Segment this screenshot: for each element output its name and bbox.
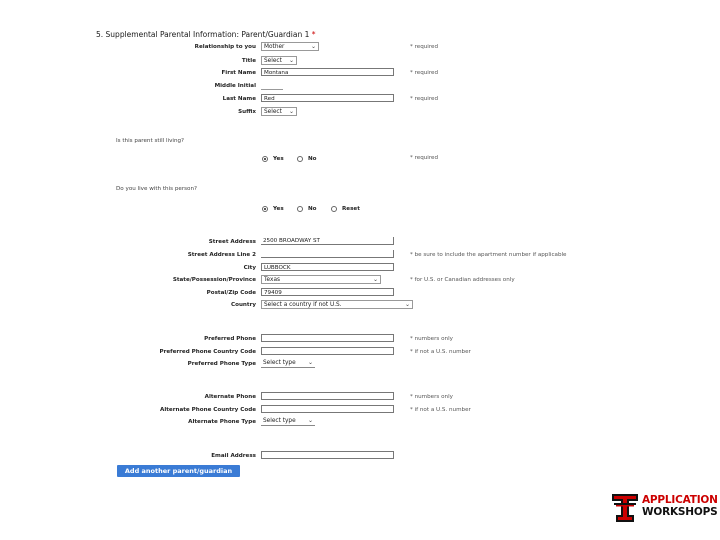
relationship-hint: * required xyxy=(410,44,439,50)
live-with-yes-radio[interactable] xyxy=(262,206,268,212)
last-name-input[interactable]: Red xyxy=(261,94,394,102)
chevron-down-icon: ⌄ xyxy=(372,276,378,283)
pref-cc-label: Preferred Phone Country Code xyxy=(159,349,256,355)
double-t-logo-icon xyxy=(611,493,639,523)
chevron-down-icon: ⌄ xyxy=(288,108,294,115)
alt-type-select[interactable] xyxy=(261,417,315,426)
first-name-label: First Name xyxy=(221,70,256,76)
living-yes-radio[interactable] xyxy=(262,156,268,162)
live-with-yes-label: Yes xyxy=(273,206,284,212)
middle-initial-label: Middle Initial xyxy=(214,83,256,89)
street2-label: Street Address Line 2 xyxy=(187,252,256,258)
zip-input[interactable]: 79409 xyxy=(261,288,394,296)
pref-type-select[interactable] xyxy=(261,359,315,368)
pref-cc-input[interactable] xyxy=(261,347,394,355)
live-with-no-label: No xyxy=(308,206,317,212)
section-title xyxy=(96,30,316,39)
state-select[interactable] xyxy=(261,275,381,284)
add-parent-button[interactable]: Add another parent/guardian xyxy=(117,465,240,477)
pref-type-label: Preferred Phone Type xyxy=(187,361,256,367)
street2-hint: * be sure to include the apartment number if applicable xyxy=(410,252,567,258)
country-select[interactable] xyxy=(261,300,413,309)
alt-cc-hint: * if not a U.S. number xyxy=(410,407,471,413)
live-with-reset-radio[interactable] xyxy=(331,206,337,212)
required-star: * xyxy=(311,30,316,39)
alt-cc-label: Alternate Phone Country Code xyxy=(160,407,256,413)
country-value: Select a country if not U.S. xyxy=(264,302,342,308)
living-yes-label: Yes xyxy=(273,156,284,162)
zip-label: Postal/Zip Code xyxy=(206,290,256,296)
suffix-select[interactable] xyxy=(261,107,297,116)
email-label: Email Address xyxy=(211,453,256,459)
living-hint: * required xyxy=(410,155,439,161)
state-value: Texas xyxy=(264,277,281,283)
alt-phone-input[interactable] xyxy=(261,392,394,400)
country-label: Country xyxy=(231,302,256,308)
first-name-input[interactable]: Montana xyxy=(261,68,394,76)
middle-initial-input[interactable] xyxy=(261,82,283,90)
alt-type-value: Select type xyxy=(263,418,296,424)
street-input[interactable]: 2500 BROADWAY ST xyxy=(261,237,394,245)
live-with-reset-label: Reset xyxy=(342,206,360,212)
alt-type-label: Alternate Phone Type xyxy=(188,419,256,425)
alt-phone-label: Alternate Phone xyxy=(204,394,256,400)
pref-phone-label: Preferred Phone xyxy=(204,336,256,342)
street-label: Street Address xyxy=(208,239,256,245)
relationship-value: Mother xyxy=(264,44,285,50)
street2-input[interactable] xyxy=(261,250,394,258)
alt-cc-input[interactable] xyxy=(261,405,394,413)
logo-line1: APPLICATION xyxy=(642,494,718,506)
last-name-hint: * required xyxy=(410,96,439,102)
suffix-value: Select xyxy=(264,109,282,115)
relationship-select[interactable] xyxy=(261,42,319,51)
pref-phone-hint: * numbers only xyxy=(410,336,453,342)
pref-cc-hint: * if not a U.S. number xyxy=(410,349,471,355)
first-name-hint: * required xyxy=(410,70,439,76)
alt-phone-hint: * numbers only xyxy=(410,394,453,400)
section-title-text: 5. Supplemental Parental Information: Parent/Guardian 1 xyxy=(96,30,310,39)
live-with-no-radio[interactable] xyxy=(297,206,303,212)
chevron-down-icon: ⌄ xyxy=(310,43,316,50)
chevron-down-icon: ⌄ xyxy=(404,301,410,308)
chevron-down-icon: ⌄ xyxy=(307,417,313,424)
last-name-label: Last Name xyxy=(222,96,256,102)
pref-type-value: Select type xyxy=(263,360,296,366)
title-value: Select xyxy=(264,58,282,64)
state-label: State/Possession/Province xyxy=(172,277,256,283)
living-no-label: No xyxy=(308,156,317,162)
pref-phone-input[interactable] xyxy=(261,334,394,342)
chevron-down-icon: ⌄ xyxy=(288,57,294,64)
suffix-label: Suffix xyxy=(238,109,256,115)
title-label: Title xyxy=(241,58,256,64)
living-no-radio[interactable] xyxy=(297,156,303,162)
email-input[interactable] xyxy=(261,451,394,459)
live-with-question: Do you live with this person? xyxy=(116,186,197,192)
city-input[interactable]: LUBBOCK xyxy=(261,263,394,271)
state-hint: * for U.S. or Canadian addresses only xyxy=(410,277,515,283)
title-select[interactable] xyxy=(261,56,297,65)
living-question: Is this parent still living? xyxy=(116,138,185,144)
relationship-label: Relationship to you xyxy=(194,44,256,50)
logo-line2: WORKSHOPS xyxy=(642,506,718,518)
city-label: City xyxy=(243,265,256,271)
chevron-down-icon: ⌄ xyxy=(307,359,313,366)
